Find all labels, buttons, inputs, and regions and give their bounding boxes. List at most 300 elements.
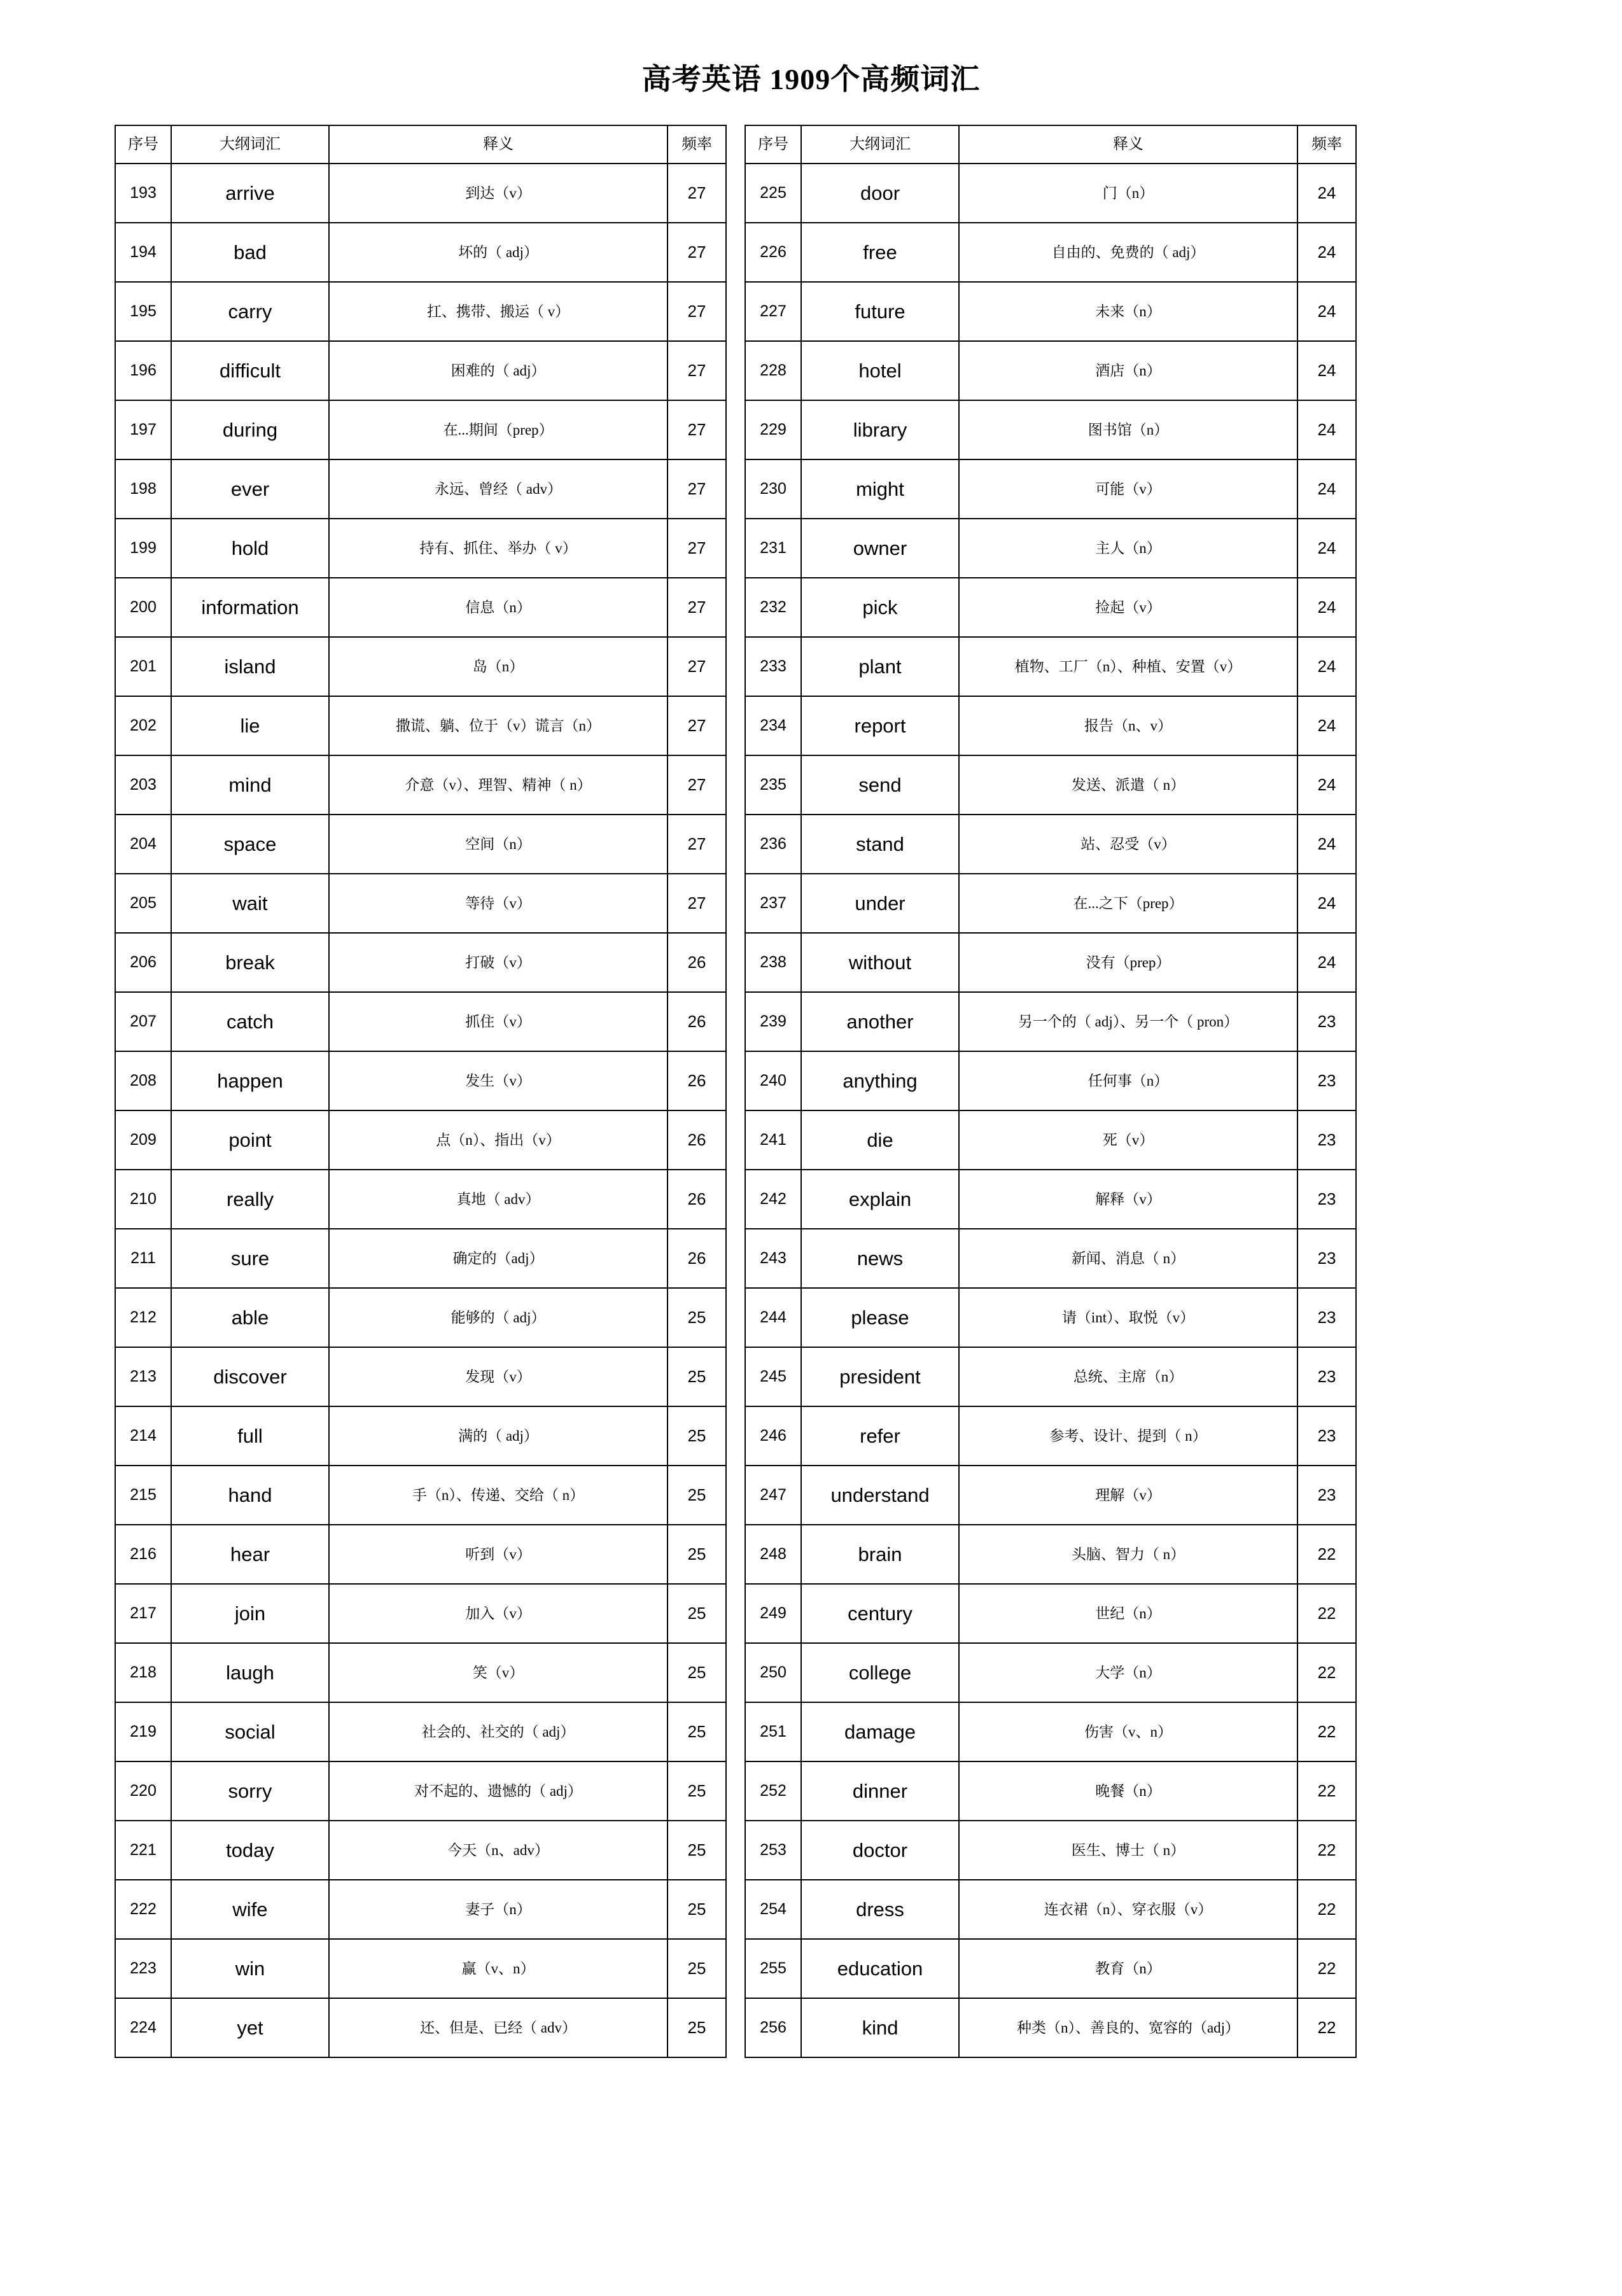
- cell-word: hotel: [801, 341, 959, 400]
- cell-frequency: 24: [1297, 459, 1356, 519]
- cell-index: 245: [745, 1347, 801, 1406]
- cell-meaning: 门（n）: [959, 164, 1297, 223]
- cell-index: 213: [115, 1347, 171, 1406]
- cell-frequency: 22: [1297, 1821, 1356, 1880]
- cell-meaning: 永远、曾经（ adv）: [329, 459, 668, 519]
- cell-index: 205: [115, 874, 171, 933]
- cell-index: 226: [745, 223, 801, 282]
- cell-word: damage: [801, 1702, 959, 1761]
- cell-frequency: 26: [668, 1110, 726, 1170]
- cell-word: break: [171, 933, 329, 992]
- cell-meaning: 晚餐（n）: [959, 1761, 1297, 1821]
- cell-meaning: 死（v）: [959, 1110, 1297, 1170]
- cell-frequency: 23: [1297, 1170, 1356, 1229]
- cell-frequency: 27: [668, 874, 726, 933]
- cell-index: 199: [115, 519, 171, 578]
- cell-frequency: 25: [668, 1525, 726, 1584]
- cell-index: 200: [115, 578, 171, 637]
- cell-meaning: 社会的、社交的（ adj）: [329, 1702, 668, 1761]
- table-row: [745, 164, 1356, 223]
- table-row: [115, 1110, 726, 1170]
- cell-meaning: 没有（prep）: [959, 933, 1297, 992]
- cell-frequency: 24: [1297, 223, 1356, 282]
- table-row: [115, 341, 726, 400]
- cell-frequency: 24: [1297, 874, 1356, 933]
- cell-word: dress: [801, 1880, 959, 1939]
- cell-index: 236: [745, 815, 801, 874]
- cell-index: 255: [745, 1939, 801, 1998]
- cell-meaning: 世纪（n）: [959, 1584, 1297, 1643]
- table-row: [115, 992, 726, 1051]
- cell-word: space: [171, 815, 329, 874]
- cell-index: 217: [115, 1584, 171, 1643]
- cell-word: hand: [171, 1466, 329, 1525]
- cell-word: explain: [801, 1170, 959, 1229]
- cell-index: 224: [115, 1998, 171, 2057]
- cell-meaning: 困难的（ adj）: [329, 341, 668, 400]
- cell-word: full: [171, 1406, 329, 1466]
- column-header-meaning: 释义: [329, 125, 668, 164]
- cell-frequency: 24: [1297, 696, 1356, 755]
- table-row: [115, 282, 726, 341]
- table-row: [745, 696, 1356, 755]
- cell-word: information: [171, 578, 329, 637]
- cell-word: laugh: [171, 1643, 329, 1702]
- cell-word: wait: [171, 874, 329, 933]
- cell-word: really: [171, 1170, 329, 1229]
- table-row: [745, 1110, 1356, 1170]
- table-row: [745, 755, 1356, 815]
- table-row: [745, 459, 1356, 519]
- cell-word: please: [801, 1288, 959, 1347]
- cell-word: might: [801, 459, 959, 519]
- cell-word: mind: [171, 755, 329, 815]
- cell-index: 251: [745, 1702, 801, 1761]
- header-row: [745, 125, 1356, 164]
- cell-frequency: 22: [1297, 1998, 1356, 2057]
- cell-frequency: 27: [668, 696, 726, 755]
- table-row: [745, 1347, 1356, 1406]
- cell-frequency: 25: [668, 1821, 726, 1880]
- cell-word: president: [801, 1347, 959, 1406]
- cell-frequency: 27: [668, 164, 726, 223]
- cell-frequency: 24: [1297, 933, 1356, 992]
- table-row: [115, 1584, 726, 1643]
- cell-word: die: [801, 1110, 959, 1170]
- table-row: [745, 223, 1356, 282]
- table-row: [115, 459, 726, 519]
- cell-frequency: 23: [1297, 1229, 1356, 1288]
- cell-index: 250: [745, 1643, 801, 1702]
- cell-meaning: 发现（v）: [329, 1347, 668, 1406]
- cell-frequency: 25: [668, 1880, 726, 1939]
- cell-word: sorry: [171, 1761, 329, 1821]
- cell-meaning: 可能（v）: [959, 459, 1297, 519]
- cell-frequency: 24: [1297, 578, 1356, 637]
- page-title: 高考英语 1909个高频词汇: [641, 63, 981, 95]
- cell-word: island: [171, 637, 329, 696]
- cell-frequency: 23: [1297, 1288, 1356, 1347]
- table-body-left: [115, 164, 726, 2057]
- cell-frequency: 25: [668, 1347, 726, 1406]
- table-row: [745, 933, 1356, 992]
- table-row: [115, 1998, 726, 2057]
- cell-word: ever: [171, 459, 329, 519]
- cell-frequency: 23: [1297, 1347, 1356, 1406]
- cell-index: 249: [745, 1584, 801, 1643]
- cell-word: bad: [171, 223, 329, 282]
- cell-meaning: 笑（v）: [329, 1643, 668, 1702]
- cell-index: 207: [115, 992, 171, 1051]
- cell-meaning: 站、忍受（v）: [959, 815, 1297, 874]
- cell-index: 243: [745, 1229, 801, 1288]
- table-row: [745, 1939, 1356, 1998]
- cell-index: 223: [115, 1939, 171, 1998]
- table-row: [745, 815, 1356, 874]
- table-row: [745, 400, 1356, 459]
- cell-frequency: 26: [668, 1170, 726, 1229]
- cell-index: 227: [745, 282, 801, 341]
- cell-meaning: 信息（n）: [329, 578, 668, 637]
- cell-word: arrive: [171, 164, 329, 223]
- cell-frequency: 25: [668, 1939, 726, 1998]
- cell-index: 201: [115, 637, 171, 696]
- table-row: [115, 223, 726, 282]
- table-row: [115, 164, 726, 223]
- cell-index: 232: [745, 578, 801, 637]
- cell-meaning: 医生、博士（ n）: [959, 1821, 1297, 1880]
- cell-word: report: [801, 696, 959, 755]
- cell-index: 256: [745, 1998, 801, 2057]
- table-row: [115, 1525, 726, 1584]
- cell-meaning: 自由的、免费的（ adj）: [959, 223, 1297, 282]
- cell-meaning: 能够的（ adj）: [329, 1288, 668, 1347]
- cell-word: refer: [801, 1406, 959, 1466]
- cell-meaning: 撒谎、躺、位于（v）谎言（n）: [329, 696, 668, 755]
- cell-index: 202: [115, 696, 171, 755]
- table-row: [115, 519, 726, 578]
- cell-frequency: 27: [668, 519, 726, 578]
- cell-index: 221: [115, 1821, 171, 1880]
- cell-word: door: [801, 164, 959, 223]
- cell-frequency: 23: [1297, 1406, 1356, 1466]
- cell-meaning: 新闻、消息（ n）: [959, 1229, 1297, 1288]
- cell-word: point: [171, 1110, 329, 1170]
- table-row: [745, 1584, 1356, 1643]
- cell-meaning: 对不起的、遗憾的（ adj）: [329, 1761, 668, 1821]
- table-row: [115, 755, 726, 815]
- cell-frequency: 25: [668, 1998, 726, 2057]
- cell-frequency: 27: [668, 459, 726, 519]
- cell-frequency: 27: [668, 223, 726, 282]
- cell-frequency: 25: [668, 1406, 726, 1466]
- cell-meaning: 打破（v）: [329, 933, 668, 992]
- cell-word: discover: [171, 1347, 329, 1406]
- table-row: [115, 578, 726, 637]
- cell-index: 194: [115, 223, 171, 282]
- cell-meaning: 另一个的（ adj）、另一个（ pron）: [959, 992, 1297, 1051]
- cell-word: owner: [801, 519, 959, 578]
- cell-meaning: 妻子（n）: [329, 1880, 668, 1939]
- cell-meaning: 今天（n、adv）: [329, 1821, 668, 1880]
- cell-frequency: 22: [1297, 1643, 1356, 1702]
- cell-frequency: 27: [668, 637, 726, 696]
- cell-index: 195: [115, 282, 171, 341]
- table-row: [745, 1761, 1356, 1821]
- cell-word: brain: [801, 1525, 959, 1584]
- table-row: [115, 1170, 726, 1229]
- cell-word: library: [801, 400, 959, 459]
- cell-meaning: 植物、工厂（n）、种植、安置（v）: [959, 637, 1297, 696]
- cell-meaning: 在...之下（prep）: [959, 874, 1297, 933]
- cell-index: 209: [115, 1110, 171, 1170]
- cell-meaning: 图书馆（n）: [959, 400, 1297, 459]
- cell-meaning: 加入（v）: [329, 1584, 668, 1643]
- cell-index: 237: [745, 874, 801, 933]
- cell-index: 254: [745, 1880, 801, 1939]
- cell-frequency: 22: [1297, 1939, 1356, 1998]
- column-header-frequency: 频率: [668, 125, 726, 164]
- cell-meaning: 真地（ adv）: [329, 1170, 668, 1229]
- cell-word: during: [171, 400, 329, 459]
- cell-word: century: [801, 1584, 959, 1643]
- cell-meaning: 未来（n）: [959, 282, 1297, 341]
- cell-index: 220: [115, 1761, 171, 1821]
- table-row: [115, 1229, 726, 1288]
- cell-frequency: 24: [1297, 755, 1356, 815]
- cell-index: 198: [115, 459, 171, 519]
- cell-meaning: 伤害（v、n）: [959, 1702, 1297, 1761]
- cell-word: difficult: [171, 341, 329, 400]
- table-row: [115, 1288, 726, 1347]
- cell-meaning: 教育（n）: [959, 1939, 1297, 1998]
- column-header-frequency: 频率: [1297, 125, 1356, 164]
- cell-meaning: 任何事（n）: [959, 1051, 1297, 1110]
- table-row: [115, 637, 726, 696]
- cell-index: 203: [115, 755, 171, 815]
- cell-index: 242: [745, 1170, 801, 1229]
- table-row: [115, 400, 726, 459]
- cell-frequency: 26: [668, 992, 726, 1051]
- table-row: [745, 1170, 1356, 1229]
- cell-meaning: 发送、派遣（ n）: [959, 755, 1297, 815]
- column-header-word: 大纲词汇: [171, 125, 329, 164]
- table-row: [745, 1821, 1356, 1880]
- table-row: [745, 1702, 1356, 1761]
- cell-frequency: 25: [668, 1643, 726, 1702]
- cell-index: 231: [745, 519, 801, 578]
- cell-meaning: 持有、抓住、举办（ v）: [329, 519, 668, 578]
- table-row: [115, 933, 726, 992]
- cell-word: another: [801, 992, 959, 1051]
- table-row: [745, 874, 1356, 933]
- table-row: [115, 1761, 726, 1821]
- cell-meaning: 点（n）、指出（v）: [329, 1110, 668, 1170]
- cell-frequency: 22: [1297, 1761, 1356, 1821]
- cell-index: 238: [745, 933, 801, 992]
- cell-word: under: [801, 874, 959, 933]
- vocabulary-table-left: [115, 125, 727, 2058]
- table-row: [115, 874, 726, 933]
- cell-word: dinner: [801, 1761, 959, 1821]
- cell-frequency: 24: [1297, 815, 1356, 874]
- cell-word: join: [171, 1584, 329, 1643]
- cell-index: 253: [745, 1821, 801, 1880]
- cell-frequency: 25: [668, 1761, 726, 1821]
- cell-frequency: 25: [668, 1702, 726, 1761]
- table-row: [115, 1702, 726, 1761]
- cell-index: 230: [745, 459, 801, 519]
- table-body-right: [745, 164, 1356, 2057]
- cell-frequency: 24: [1297, 341, 1356, 400]
- cell-frequency: 22: [1297, 1525, 1356, 1584]
- table-row: [115, 1939, 726, 1998]
- cell-frequency: 23: [1297, 992, 1356, 1051]
- cell-index: 206: [115, 933, 171, 992]
- cell-meaning: 介意（v）、理智、精神（ n）: [329, 755, 668, 815]
- cell-word: catch: [171, 992, 329, 1051]
- table-row: [115, 1466, 726, 1525]
- cell-meaning: 扛、携带、搬运（ v）: [329, 282, 668, 341]
- cell-frequency: 27: [668, 578, 726, 637]
- column-header-index: 序号: [745, 125, 801, 164]
- vocabulary-table-right: [745, 125, 1357, 2058]
- cell-index: 219: [115, 1702, 171, 1761]
- cell-word: able: [171, 1288, 329, 1347]
- table-row: [115, 1880, 726, 1939]
- cell-frequency: 25: [668, 1584, 726, 1643]
- cell-meaning: 理解（v）: [959, 1466, 1297, 1525]
- cell-index: 222: [115, 1880, 171, 1939]
- cell-frequency: 27: [668, 815, 726, 874]
- cell-meaning: 发生（v）: [329, 1051, 668, 1110]
- cell-frequency: 27: [668, 755, 726, 815]
- cell-frequency: 22: [1297, 1880, 1356, 1939]
- cell-frequency: 27: [668, 282, 726, 341]
- cell-meaning: 酒店（n）: [959, 341, 1297, 400]
- table-row: [745, 519, 1356, 578]
- table-row: [745, 1288, 1356, 1347]
- table-row: [115, 815, 726, 874]
- cell-frequency: 22: [1297, 1584, 1356, 1643]
- column-header-index: 序号: [115, 125, 171, 164]
- cell-index: 216: [115, 1525, 171, 1584]
- cell-frequency: 23: [1297, 1110, 1356, 1170]
- table-row: [745, 992, 1356, 1051]
- cell-meaning: 解释（v）: [959, 1170, 1297, 1229]
- cell-meaning: 到达（v）: [329, 164, 668, 223]
- cell-meaning: 请（int）、取悦（v）: [959, 1288, 1297, 1347]
- cell-word: understand: [801, 1466, 959, 1525]
- cell-word: wife: [171, 1880, 329, 1939]
- cell-index: 214: [115, 1406, 171, 1466]
- cell-word: yet: [171, 1998, 329, 2057]
- cell-word: happen: [171, 1051, 329, 1110]
- cell-meaning: 手（n）、传递、交给（ n）: [329, 1466, 668, 1525]
- cell-index: 248: [745, 1525, 801, 1584]
- table-header-right: [745, 125, 1356, 164]
- cell-word: free: [801, 223, 959, 282]
- cell-index: 246: [745, 1406, 801, 1466]
- table-row: [115, 1643, 726, 1702]
- cell-frequency: 26: [668, 1229, 726, 1288]
- cell-frequency: 27: [668, 341, 726, 400]
- cell-word: future: [801, 282, 959, 341]
- cell-word: carry: [171, 282, 329, 341]
- cell-index: 204: [115, 815, 171, 874]
- cell-word: sure: [171, 1229, 329, 1288]
- cell-word: lie: [171, 696, 329, 755]
- cell-meaning: 主人（n）: [959, 519, 1297, 578]
- cell-meaning: 报告（n、v）: [959, 696, 1297, 755]
- cell-word: win: [171, 1939, 329, 1998]
- table-row: [745, 1998, 1356, 2057]
- table-row: [745, 1051, 1356, 1110]
- table-row: [115, 1347, 726, 1406]
- cell-index: 240: [745, 1051, 801, 1110]
- cell-meaning: 参考、设计、提到（ n）: [959, 1406, 1297, 1466]
- cell-word: doctor: [801, 1821, 959, 1880]
- cell-index: 241: [745, 1110, 801, 1170]
- table-row: [115, 1051, 726, 1110]
- cell-index: 212: [115, 1288, 171, 1347]
- cell-frequency: 26: [668, 1051, 726, 1110]
- cell-frequency: 22: [1297, 1702, 1356, 1761]
- cell-meaning: 连衣裙（n）、穿衣服（v）: [959, 1880, 1297, 1939]
- cell-meaning: 种类（n）、善良的、宽容的（adj）: [959, 1998, 1297, 2057]
- cell-meaning: 岛（n）: [329, 637, 668, 696]
- cell-meaning: 在...期间（prep）: [329, 400, 668, 459]
- cell-word: social: [171, 1702, 329, 1761]
- cell-index: 211: [115, 1229, 171, 1288]
- cell-index: 228: [745, 341, 801, 400]
- cell-meaning: 满的（ adj）: [329, 1406, 668, 1466]
- cell-frequency: 23: [1297, 1051, 1356, 1110]
- cell-frequency: 24: [1297, 282, 1356, 341]
- table-row: [745, 637, 1356, 696]
- table-row: [745, 1643, 1356, 1702]
- column-header-word: 大纲词汇: [801, 125, 959, 164]
- cell-meaning: 坏的（ adj）: [329, 223, 668, 282]
- cell-word: news: [801, 1229, 959, 1288]
- cell-meaning: 赢（v、n）: [329, 1939, 668, 1998]
- cell-word: today: [171, 1821, 329, 1880]
- cell-frequency: 24: [1297, 637, 1356, 696]
- cell-index: 218: [115, 1643, 171, 1702]
- cell-index: 235: [745, 755, 801, 815]
- cell-index: 197: [115, 400, 171, 459]
- cell-index: 247: [745, 1466, 801, 1525]
- cell-meaning: 总统、主席（n）: [959, 1347, 1297, 1406]
- table-row: [745, 1466, 1356, 1525]
- cell-index: 229: [745, 400, 801, 459]
- cell-index: 244: [745, 1288, 801, 1347]
- cell-index: 208: [115, 1051, 171, 1110]
- table-row: [745, 1406, 1356, 1466]
- cell-meaning: 头脑、智力（ n）: [959, 1525, 1297, 1584]
- table-row: [745, 1229, 1356, 1288]
- cell-word: hold: [171, 519, 329, 578]
- cell-frequency: 24: [1297, 519, 1356, 578]
- column-header-meaning: 释义: [959, 125, 1297, 164]
- cell-frequency: 26: [668, 933, 726, 992]
- cell-frequency: 25: [668, 1288, 726, 1347]
- cell-word: plant: [801, 637, 959, 696]
- cell-meaning: 大学（n）: [959, 1643, 1297, 1702]
- table-row: [745, 1525, 1356, 1584]
- cell-word: stand: [801, 815, 959, 874]
- cell-index: 196: [115, 341, 171, 400]
